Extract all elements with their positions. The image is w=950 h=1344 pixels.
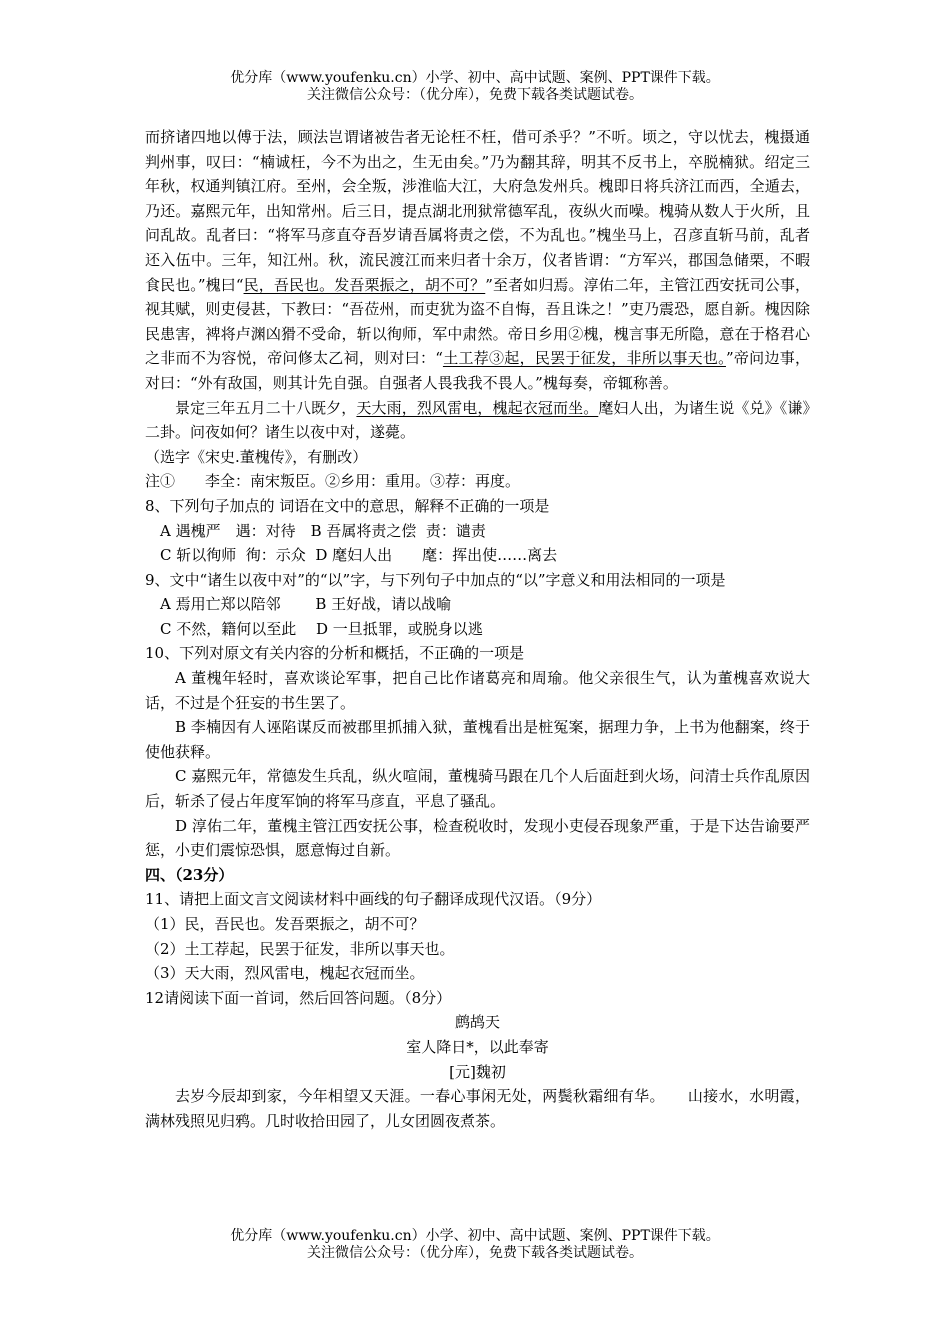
footer-line-1: 优分库（www.youfenku.cn）小学、初中、高中试题、案例、PPT课件下载。 <box>230 1228 720 1244</box>
question-11-sentence-2: （2）土工荐起，民罢于征发，非所以事天也。 <box>145 939 455 958</box>
header-line-1: 优分库（www.youfenku.cn）小学、初中、高中试题、案例、PPT课件下载。 <box>230 70 720 86</box>
header-line-2: 关注微信公众号：（优分库），免费下载各类试题试卷。 <box>307 87 643 103</box>
page-header <box>0 70 950 104</box>
annotation-notes: 注① 李全：南宋叛臣。②乡用：重用。③荐：再度。 <box>145 472 521 491</box>
underlined-sentence-3: 天大雨，烈风雷电，槐起衣冠而坐。 <box>356 398 599 417</box>
footer-line-2: 关注微信公众号：（优分库），免费下载各类试题试卷。 <box>307 1245 643 1261</box>
underlined-sentence-1: 民，吾民也。发吾栗振之，胡不可？ <box>243 275 486 294</box>
underlined-sentence-2: 土工荐③起，民罢于征发，非所以事天也。 <box>442 349 726 368</box>
poem-subtitle: 室人降日*，以此奉寄 <box>406 1037 549 1056</box>
question-11-sentence-1: （1）民，吾民也。发吾栗振之，胡不可？ <box>145 915 425 933</box>
passage-paragraph-2 <box>145 396 810 445</box>
question-8-options-row-1: A 遇槐严 遇：对待 B 吾属将责之偿 责：谴责 <box>160 521 486 540</box>
document-body <box>145 125 810 1133</box>
question-12-stem: 12请阅读下面一首词，然后回答问题。（8分） <box>145 988 452 1007</box>
question-8-options-row-2: C 斩以徇师 徇：示众 D 麾妇人出 麾：挥出使……离去 <box>160 546 558 565</box>
question-10-option-a: A 董槐年轻时，喜欢谈论军事，把自己比作诸葛亮和周瑜。他父亲很生气，认为董槐喜欢说大话，不过是个狂妄的书生罢了。 <box>145 669 810 712</box>
poem-title: 鹧鸪天 <box>454 1013 500 1032</box>
question-9-options-row-2: C 不然，籍何以至此 D 一旦抵罪，或脱身以逃 <box>160 619 483 638</box>
question-11-stem: 11、请把上面文言文阅读材料中画线的句子翻译成现代汉语。（9分） <box>145 890 602 909</box>
passage-text: 景定三年五月二十八既夕， <box>175 398 357 417</box>
question-8-stem: 8、下列句子加点的 词语在文中的意思，解释不正确的一项是 <box>145 496 550 515</box>
question-11-sentence-3: （3）天大雨，烈风雷电，槐起衣冠而坐。 <box>145 964 425 983</box>
question-9-stem: 9、文中“诸生以夜中对”的“以”字，与下列句子中加点的“以”字意义和用法相同的一项是 <box>145 570 726 589</box>
question-10-option-b: B 李楠因有人诬陷谋反而被郡里抓捕入狱，董槐看出是桩冤案，据理力争，上书为他翻案，终于使他获释。 <box>145 718 810 761</box>
source-citation: （选字《宋史.董槐传》，有删改） <box>145 447 368 466</box>
passage-text: 麾妇人出，为诸生说《兑》《谦》二卦。问夜如何？诸生以夜中对，遂薨。 <box>145 398 810 442</box>
question-10-option-d: D 淳佑二年，董槐主管江西安抚公事，检查税收时，发现小吏侵吞现象严重，于是下达告谕要严惩，小吏们震惊恐惧，愿意悔过自新。 <box>145 816 810 860</box>
passage-text: ”至者如归焉。淳佑二年，主管江西安抚司公事，视其赋，则吏侵甚，下教曰：“吾莅州，而吏犹为盗不自悔，吾且诛之！”吏乃震恐，愿自新。槐因除民患害，裨将卢渊凶猾不受命，斩以徇师，军中肃然。帝日乡用②槐，槐言事无所隐，意在于格君心之非而不为容悦，帝问修太乙祠，则对曰：“ <box>145 275 811 368</box>
poem-text: 去岁今辰却到家，今年相望又天涯。一春心事闲无处，两鬓秋霜细有华。 山接水，水明霞，满林残照见归鸦。几时收拾田园了，儿女团圆夜煮茶。 <box>145 1087 810 1130</box>
question-9-options-row-1: A 焉用亡郑以陪邻 B 王好战，请以战喻 <box>160 595 452 614</box>
question-10-option-c: C 嘉熙元年，常德发生兵乱，纵火喧闹，董槐骑马跟在几个人后面赶到火场，问清士兵作乱原因后，斩杀了侵占年度军饷的将军马彦直，平息了骚乱。 <box>145 767 810 811</box>
passage-text: ”帝问边事，对曰：“外有敌国，则其计先自强。自强者人畏我我不畏人。”槐每奏，帝辄称善。 <box>145 349 811 392</box>
passage-paragraph-1 <box>145 125 810 396</box>
poem-author: [元]魏初 <box>449 1062 506 1081</box>
page-footer <box>0 1228 950 1262</box>
passage-text: 而挤诸四地以傅于法，顾法岂谓诸被告者无论枉不枉，借可杀乎？”不听。顷之，守以忧去，槐摄通判州事，叹曰：“楠诚枉，今不为出之，生无由矣。”乃为翻其辞，明其不反书上，卒脱楠狱。绍定三年秋，权通判镇江府。至州，会全叛，涉淮临大江，大府急发州兵。槐即日将兵济江而西，全遁去，乃还。嘉熙元年，出知常州。后三日，提点湖北刑狱常德军乱，夜纵火而噪。槐骑从数人于火所，且问乱故。乱者曰：“将军马彦直夺吾岁请吾属将责之偿，不为乱也。”槐坐马上，召彦直斩马前，乱者还入伍中。三年，知江州。秋，流民渡江而来归者十余万，仪者皆谓：“方军兴，郡国急储栗，不暇食民也。”槐曰“ <box>145 128 810 294</box>
section-4-heading: 四、（23分） <box>145 865 234 884</box>
question-10-stem: 10、下列对原文有关内容的分析和概括，不正确的一项是 <box>145 644 525 663</box>
